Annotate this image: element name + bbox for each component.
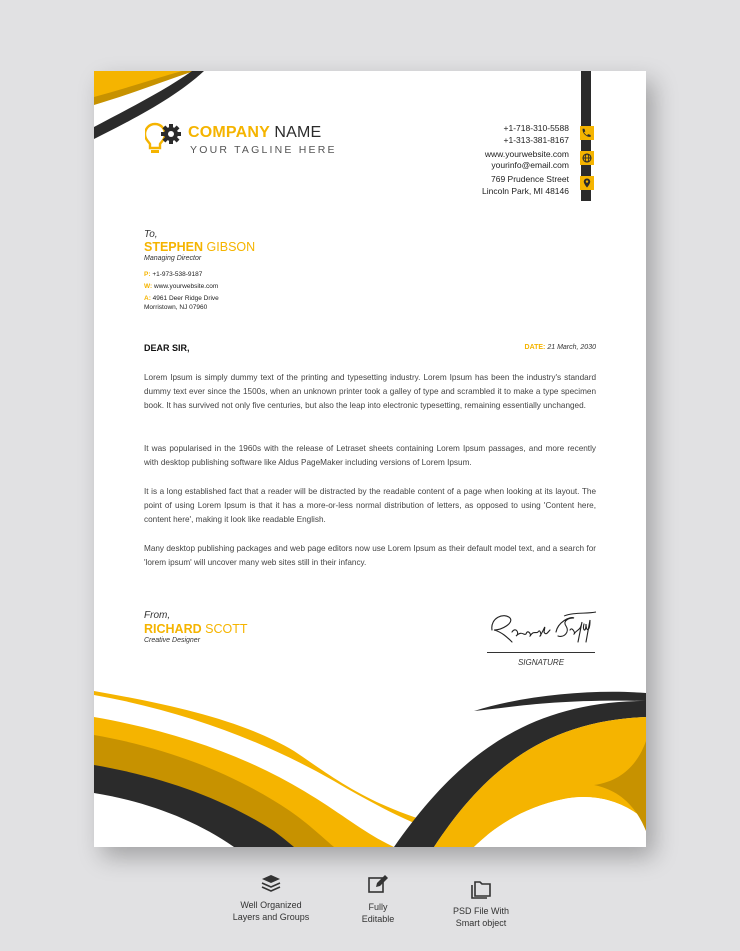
contact-address-1: 769 Prudence Street — [491, 174, 569, 184]
date-label: DATE: — [524, 344, 546, 351]
feature-editable — [343, 873, 413, 925]
phone-value: +1-973-538-9187 — [152, 271, 203, 278]
web-value: www.yourwebsite.com — [154, 283, 219, 290]
recipient-name — [144, 240, 255, 254]
address-value-1: 4961 Deer Ridge Drive — [152, 295, 219, 302]
logo-bulb-gear-icon — [145, 120, 185, 156]
sender-last-name: SCOTT — [205, 622, 248, 636]
edit-icon — [367, 873, 389, 895]
contact-address-2: Lincoln Park, MI 48146 — [482, 186, 569, 196]
letterhead-page — [94, 71, 646, 847]
folder-icon — [470, 879, 492, 899]
phone-icon — [580, 126, 594, 140]
location-pin-icon — [580, 176, 594, 190]
contact-website: www.yourwebsite.com — [484, 149, 569, 159]
signature-label: SIGNATURE — [517, 658, 565, 667]
feature-layers — [220, 873, 322, 923]
recipient-address-1 — [144, 295, 219, 302]
body-paragraph-1: Lorem Ipsum is simply dummy text of the printing and typesetting industry. Lorem Ipsum has been the industry's standard dummy text ever since the 1500s, when an unknown printer took a galley of type and scrambled it to make a type specimen book. It has survived not only five centuries, but also the leap into electronic typesetting, remaining essentially unchanged. — [144, 373, 596, 410]
tagline: YOUR TAGLINE HERE — [190, 144, 337, 156]
date-value: 21 March, 2030 — [547, 344, 596, 351]
contact-phone-2: +1-313-381-8167 — [503, 135, 569, 145]
phone-key: P: — [144, 271, 151, 278]
sender-name — [144, 622, 247, 636]
body-paragraph-2: It was popularised in the 1960s with the release of Letraset sheets containing Lorem Ipsum passages, and more recently with desktop publishing software like Aldus PageMaker including versions of Lorem Ipsum. — [144, 444, 596, 467]
recipient-phone — [144, 271, 202, 278]
feature-editable-line-1: Fully — [368, 902, 388, 912]
company-word: COMPANY — [188, 124, 270, 141]
layers-icon — [260, 873, 282, 893]
globe-icon — [580, 151, 594, 165]
handwritten-signature — [486, 608, 598, 650]
sender-role: Creative Designer — [144, 637, 201, 644]
address-key: A: — [144, 295, 151, 302]
sender-first-name: RICHARD — [144, 622, 202, 636]
bottom-wave-decoration — [94, 681, 646, 847]
contact-phone-1: +1-718-310-5588 — [503, 123, 569, 133]
feature-psd-line-1: PSD File With — [452, 906, 509, 916]
contact-email: yourinfo@email.com — [491, 160, 569, 170]
body-paragraph-3: It is a long established fact that a reader will be distracted by the readable content of a page when looking at its layout. The point of using Lorem Ipsum is that it has a more-or-less normal distribution of letters, as opposed to using 'Content here, content here', making it look like readable English. — [144, 487, 596, 524]
company-name — [188, 124, 321, 142]
letter-date — [525, 344, 596, 351]
recipient-first-name: STEPHEN — [144, 240, 204, 254]
recipient-address-2: Morristown, NJ 07960 — [144, 304, 208, 311]
recipient-website — [144, 283, 218, 290]
name-word: NAME — [274, 124, 322, 141]
to-label: To, — [144, 229, 158, 240]
recipient-last-name: GIBSON — [206, 240, 256, 254]
salutation: DEAR SIR, — [144, 343, 190, 353]
signature-line — [487, 652, 595, 653]
feature-editable-line-2: Editable — [361, 914, 395, 924]
body-paragraph-4: Many desktop publishing packages and web page editors now use Lorem Ipsum as their default model text, and a search for 'lorem ipsum' will uncover many web sites still in their infancy. — [144, 544, 596, 567]
feature-layers-line-2: Layers and Groups — [232, 912, 310, 922]
recipient-role: Managing Director — [144, 255, 202, 262]
feature-psd — [433, 879, 529, 929]
feature-psd-line-2: Smart object — [455, 918, 507, 928]
from-label: From, — [144, 610, 171, 621]
feature-layers-line-1: Well Organized — [240, 900, 302, 910]
web-key: W: — [144, 283, 153, 290]
